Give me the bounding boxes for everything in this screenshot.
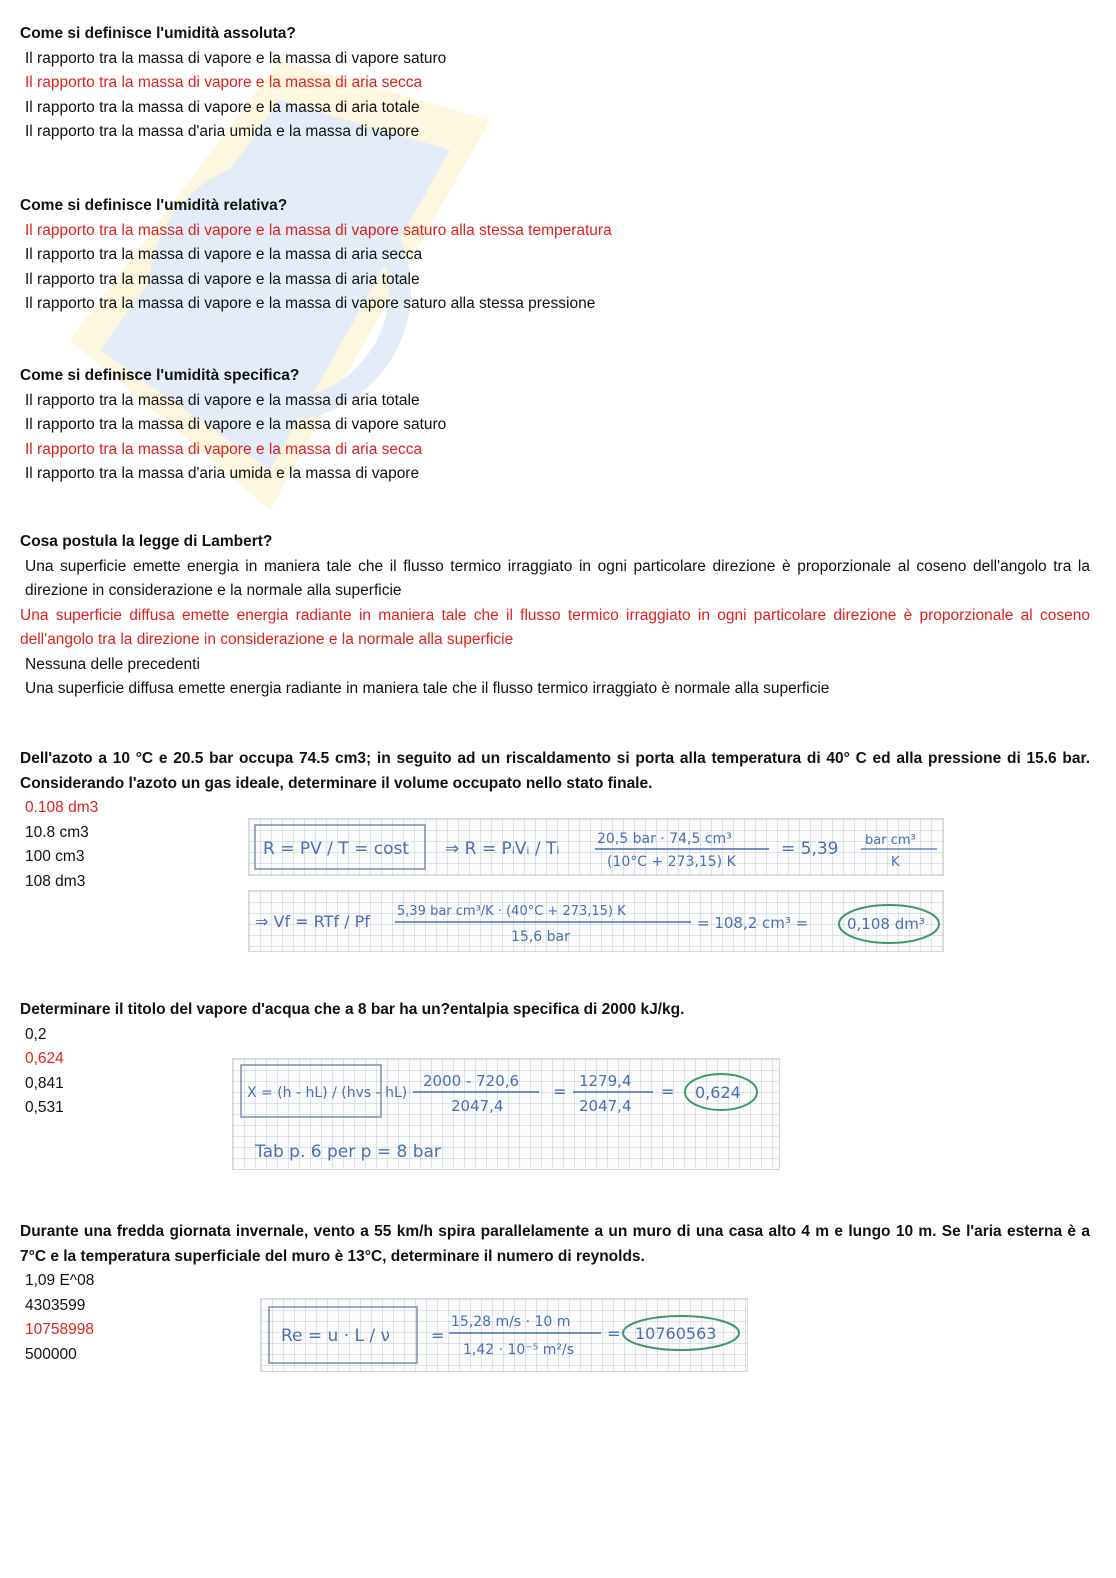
hw-titolo-circled-answer: 0,624 <box>695 1083 741 1102</box>
hw-gas-vf-num: 5,39 bar cm³/K · (40°C + 273,15) K <box>397 904 626 919</box>
hw-titolo-den2: 2047,4 <box>579 1097 632 1115</box>
hw-titolo-num2: 1279,4 <box>579 1072 632 1090</box>
hw-gas-vf-den: 15,6 bar <box>511 929 570 945</box>
hw-re-num: 15,28 m/s · 10 m <box>451 1314 571 1330</box>
hw-titolo-note: Tab p. 6 per p = 8 bar <box>255 1142 441 1162</box>
hw-gas-den: (10°C + 273,15) K <box>607 854 736 870</box>
hw-titolo-formula: X = (h - hL) / (hvs - hL) <box>247 1085 408 1101</box>
hw-gas-formula: R = PV / T = cost <box>263 839 409 859</box>
answer-option-correct: 0.108 dm3 <box>25 799 99 816</box>
hw-titolo-num1: 2000 - 720,6 <box>423 1072 520 1090</box>
answer-option-correct: Il rapporto tra la massa di vapore e la massa di vapore saturo alla stessa temperatura <box>25 221 612 239</box>
answer-option: 500000 <box>25 1345 77 1363</box>
answer-option: Nessuna delle precedenti <box>25 655 200 673</box>
svg-text:=: = <box>553 1082 567 1101</box>
hw-gas-num: 20,5 bar · 74,5 cm³ <box>597 831 732 847</box>
answer-option: Il rapporto tra la massa di vapore e la massa di aria totale <box>25 391 420 409</box>
handwritten-gas-result <box>248 890 944 952</box>
svg-text:=: = <box>661 1082 675 1101</box>
answer-option: Il rapporto tra la massa di vapore e la massa di aria totale <box>25 98 420 116</box>
hw-gas-ri: ⇒ R = PᵢVᵢ / Tᵢ <box>445 839 560 859</box>
hw-gas-res: = 5,39 <box>781 839 839 859</box>
hw-re-circled-answer: 10760563 <box>635 1324 717 1343</box>
question-title: Determinare il titolo del vapore d'acqua che a 8 bar ha un?entalpia specifica di 2000 kJ/kg. <box>20 1001 685 1018</box>
hw-gas-vf-res: = 108,2 cm³ = <box>697 914 809 932</box>
question-legge-lambert <box>20 530 1090 702</box>
hw-gas-unit-den: K <box>891 855 900 870</box>
handwritten-titolo <box>232 1058 780 1170</box>
answer-option: Il rapporto tra la massa di vapore e la massa di aria secca <box>25 246 423 263</box>
answer-option: 1,09 E^08 <box>25 1272 95 1289</box>
question-title: Come si definisce l'umidità relativa? <box>20 197 288 214</box>
answer-option: Una superficie emette energia in maniera tale che il flusso termico irraggiato in ogni particolare direzione è proporzionale al coseno dell'angolo tra la direzione in considerazione e la normale alla superficie <box>25 557 1090 599</box>
hw-gas-unit-num: bar cm³ <box>865 833 916 848</box>
answer-option: Il rapporto tra la massa di vapore e la massa di vapore saturo alla stessa pressione <box>25 295 596 312</box>
answer-option: 108 dm3 <box>25 872 86 890</box>
hw-gas-vf: ⇒ Vf = RTf / Pf <box>255 912 370 931</box>
question-title: Come si definisce l'umidità specifica? <box>20 367 300 384</box>
answer-option: Il rapporto tra la massa d'aria umida e la massa di vapore <box>25 465 420 482</box>
hw-gas-circled-answer: 0,108 dm³ <box>847 915 925 933</box>
question-title: Durante una fredda giornata invernale, vento a 55 km/h spira parallelamente a un muro di una casa alto 4 m e lungo 10 m. Se l'aria esterna è a 7°C e la temperatura superficiale del muro è 13°C, determinare il numero di reynolds. <box>20 1223 1090 1265</box>
question-title: Cosa postula la legge di Lambert? <box>20 533 273 550</box>
svg-text:=: = <box>607 1324 621 1343</box>
answer-option: Il rapporto tra la massa di vapore e la massa di vapore saturo <box>25 49 447 67</box>
svg-text:=: = <box>431 1326 445 1345</box>
question-title: Dell'azoto a 10 °C e 20.5 bar occupa 74.5 cm3; in seguito ad un riscaldamento si porta alla temperatura di 40° C ed alla pressione di 15.6 bar. Considerando l'azoto un gas ideale, determinare il volume occupato nello stato finale. <box>20 750 1090 792</box>
answer-option: 100 cm3 <box>25 848 85 865</box>
answer-option: 4303599 <box>25 1296 86 1314</box>
answer-option-correct: 0,624 <box>25 1050 64 1067</box>
answer-option: 0,2 <box>25 1025 47 1043</box>
answer-option-correct: Il rapporto tra la massa di vapore e la massa di aria secca <box>25 440 423 458</box>
answer-option: Il rapporto tra la massa d'aria umida e la massa di vapore <box>25 123 420 140</box>
answer-option: Il rapporto tra la massa di vapore e la massa di aria totale <box>25 270 420 288</box>
handwritten-gas-formula <box>248 818 944 876</box>
question-title: Come si definisce l'umidità assoluta? <box>20 25 296 42</box>
question-umidita-assoluta <box>20 22 1090 145</box>
answer-option: Il rapporto tra la massa di vapore e la massa di vapore saturo <box>25 416 447 433</box>
hw-titolo-den1: 2047,4 <box>451 1097 504 1115</box>
answer-option-correct: 10758998 <box>25 1321 94 1338</box>
answer-option: 10.8 cm3 <box>25 823 89 841</box>
answer-option: 0,841 <box>25 1074 64 1092</box>
answer-option: 0,531 <box>25 1099 64 1116</box>
answer-option-correct: Una superficie diffusa emette energia radiante in maniera tale che il flusso termico irraggiato in ogni particolare direzione è proporzionale al coseno dell'angolo tra la direzione in considerazione e la normale alla superficie <box>20 606 1090 648</box>
answer-option: Una superficie diffusa emette energia radiante in maniera tale che il flusso termico irraggiato è normale alla superficie <box>25 680 830 697</box>
hw-re-formula: Re = u · L / ν <box>281 1326 391 1346</box>
hw-re-den: 1,42 · 10⁻⁵ m²/s <box>463 1342 575 1358</box>
handwritten-reynolds <box>260 1298 748 1372</box>
answer-option-correct: Il rapporto tra la massa di vapore e la massa di aria secca <box>25 74 423 91</box>
question-umidita-specifica <box>20 364 1090 487</box>
question-umidita-relativa <box>20 194 1090 317</box>
